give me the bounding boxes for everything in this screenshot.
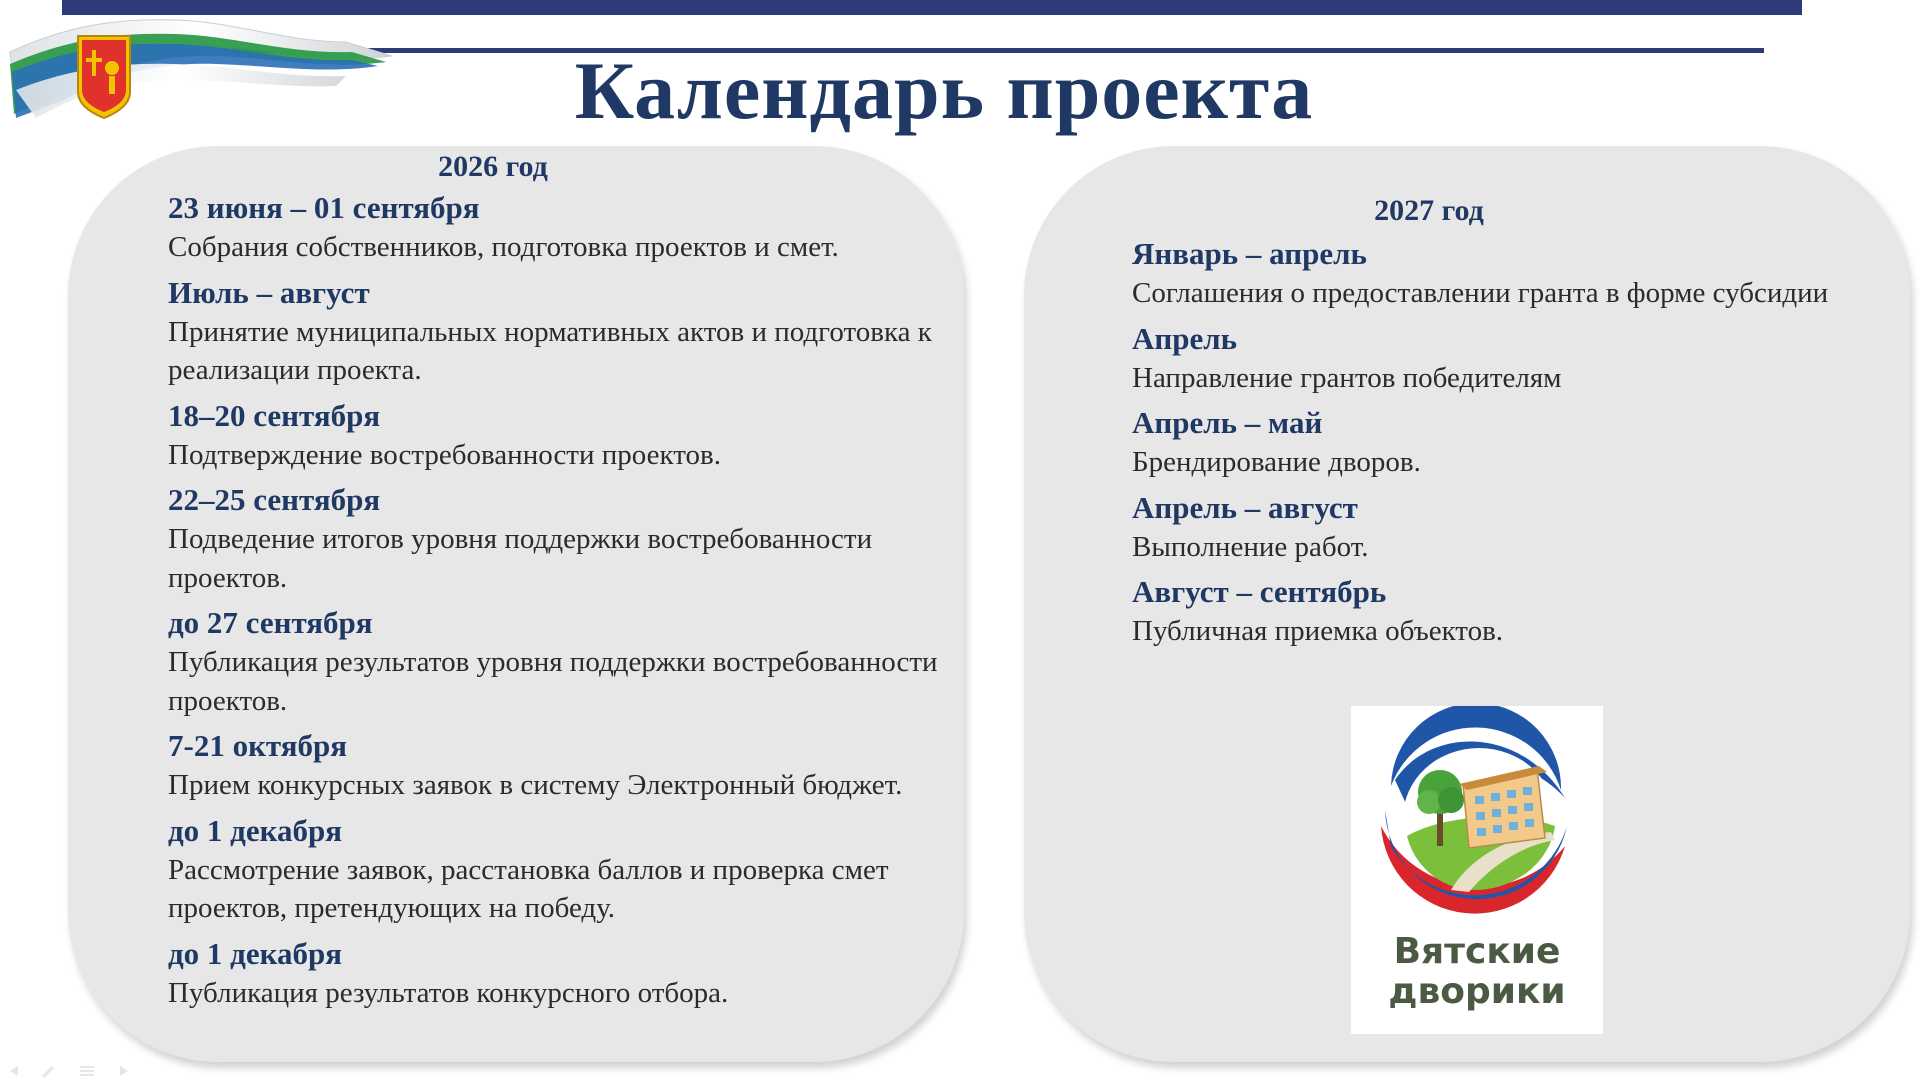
page-title: Календарь проекта <box>574 45 1314 136</box>
entry-date: Апрель <box>1132 320 1238 356</box>
timeline-entry <box>168 273 958 390</box>
timeline-entry <box>1132 319 1852 398</box>
next-arrow-icon[interactable] <box>120 1066 128 1076</box>
entry-date: 23 июня – 01 сентября <box>168 190 480 225</box>
entry-date: Июль – август <box>168 274 370 310</box>
logo-text <box>1351 932 1603 1012</box>
entry-description: Прием конкурсных заявок в систему Электронный бюджет. <box>168 769 903 801</box>
panel-2026 <box>68 146 964 1062</box>
timeline-entry <box>168 934 958 1013</box>
entry-description: Публичная приемка объектов. <box>1132 615 1504 647</box>
pen-icon[interactable] <box>42 1066 54 1078</box>
timeline-entry <box>1132 488 1852 567</box>
entry-date: 7-21 октября <box>168 728 348 763</box>
timeline-2027 <box>1132 234 1852 657</box>
logo-text-line1: Вятские <box>1393 931 1561 972</box>
timeline-entry <box>168 396 958 475</box>
entry-description: Публикация результатов конкурсного отбора. <box>168 976 729 1009</box>
timeline-entry <box>1132 234 1852 313</box>
prev-arrow-icon[interactable] <box>10 1066 18 1076</box>
timeline-entry <box>168 188 958 267</box>
entry-date: 22–25 сентября <box>168 482 381 517</box>
entry-date: 18–20 сентября <box>168 397 381 433</box>
entry-description: Брендирование дворов. <box>1132 446 1421 478</box>
timeline-2026 <box>168 188 958 1018</box>
entry-date: Апрель – май <box>1132 405 1323 440</box>
entry-date: до 1 декабря <box>168 812 343 848</box>
entry-description: Собрания собственников, подготовка проектов и смет. <box>168 231 839 263</box>
timeline-entry <box>168 603 958 720</box>
entry-description: Принятие муниципальных нормативных актов и подготовка к реализации проекта. <box>168 315 932 386</box>
menu-icon[interactable] <box>80 1066 94 1068</box>
entry-date: Апрель – август <box>1132 489 1358 525</box>
timeline-entry <box>1132 403 1852 482</box>
logo-text-line2: дворики <box>1388 971 1566 1012</box>
timeline-entry <box>168 480 958 597</box>
entry-date: Август – сентябрь <box>1132 574 1387 609</box>
entry-description: Публикация результатов уровня поддержки востребованности проектов. <box>168 646 938 717</box>
entry-description: Рассмотрение заявок, расстановка баллов и проверка смет проектов, претендующих на победу. <box>168 853 889 924</box>
entry-description: Направление грантов победителям <box>1132 361 1562 394</box>
entry-description: Подведение итогов уровня поддержки востребованности проектов. <box>168 523 873 594</box>
year-heading-2026: 2026 год <box>438 150 548 183</box>
entry-description: Выполнение работ. <box>1132 530 1369 563</box>
slideshow-nav-controls[interactable] <box>8 1064 138 1078</box>
logo-emblem-icon <box>1351 706 1603 934</box>
entry-date: до 27 сентября <box>168 605 373 640</box>
vyatskie-dvoriki-logo <box>1351 706 1603 1034</box>
timeline-entry <box>168 726 958 805</box>
timeline-entry <box>1132 572 1852 651</box>
entry-date: до 1 декабря <box>168 935 343 971</box>
entry-date: Январь – апрель <box>1132 236 1367 271</box>
entry-description: Подтверждение востребованности проектов. <box>168 438 721 471</box>
entry-description: Соглашения о предоставлении гранта в форме субсидии <box>1132 277 1829 309</box>
timeline-entry <box>168 811 958 928</box>
year-heading-2027: 2027 год <box>1374 194 1484 227</box>
